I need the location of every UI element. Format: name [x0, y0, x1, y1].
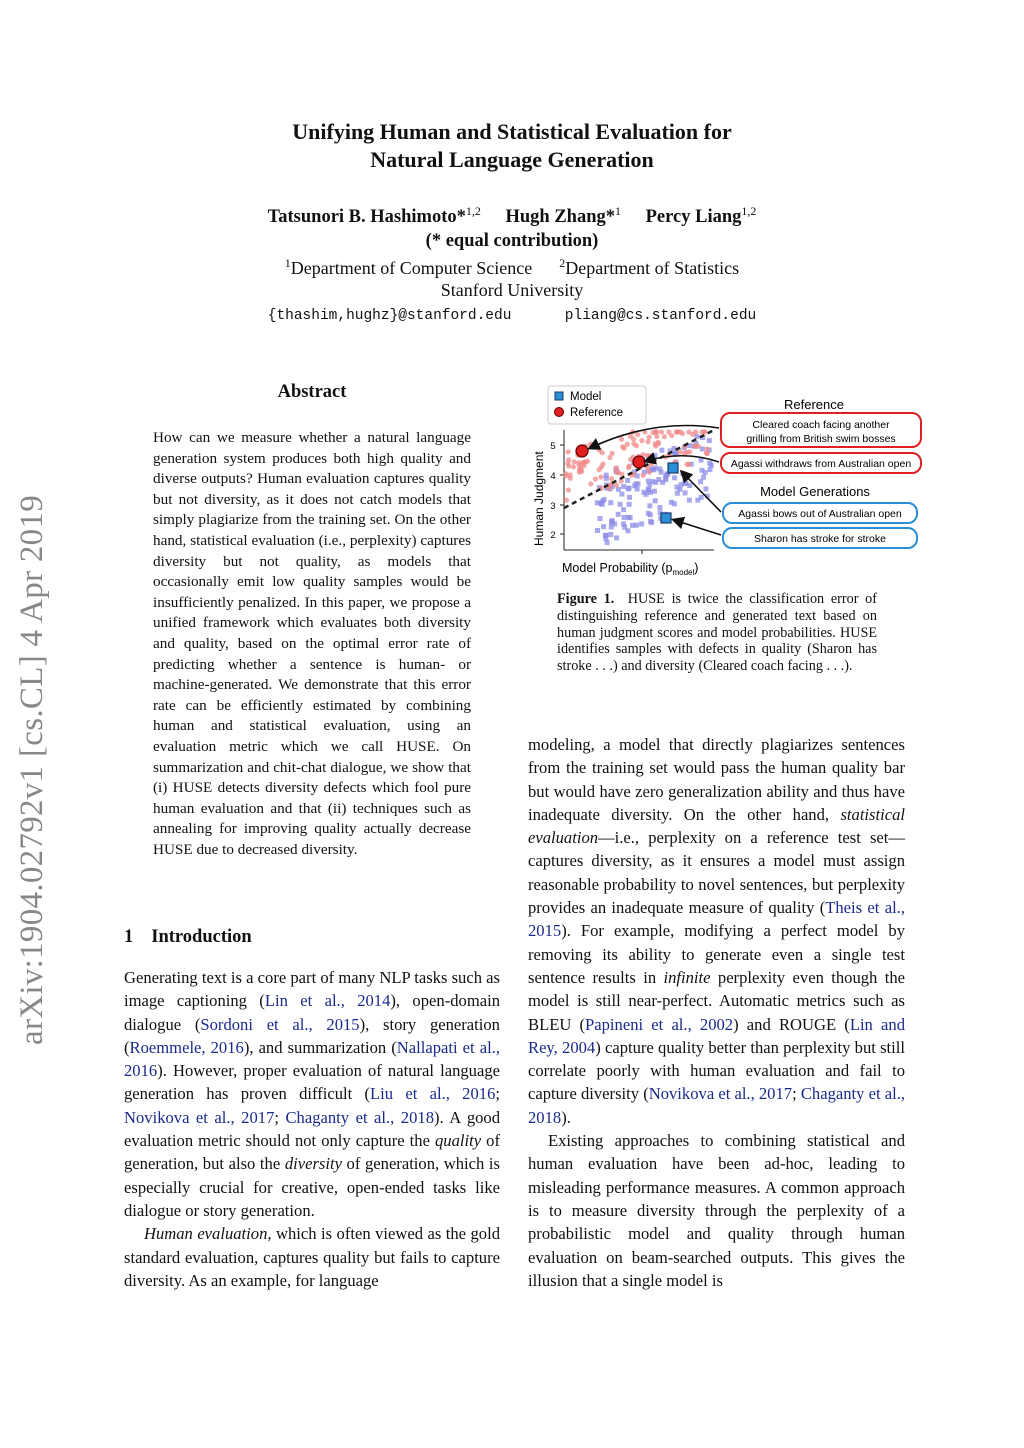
intro-paragraph-4: Existing approaches to combining statistical and human evaluation have been ad-hoc, leading to misleading performance measures. A common approach is to measure diversity through the perplexity of a probabilistic model and quality through human evaluation on beam-searched outputs. This gives the illusion that a single model is — [528, 1131, 905, 1290]
model-sample-point — [627, 486, 632, 491]
model-box-1-text: Agassi bows out of Australian open — [738, 508, 902, 520]
citation-link[interactable]: Novikova et al., 2017 — [124, 1107, 275, 1127]
model-point-sharon-stroke[interactable] — [661, 513, 671, 523]
reference-sample-point — [684, 462, 689, 467]
abstract-heading: Abstract — [277, 382, 347, 402]
model-sample-point — [672, 475, 677, 480]
reference-sample-point — [598, 474, 603, 479]
model-sample-point — [659, 448, 664, 453]
trend-line — [564, 430, 714, 508]
reference-sample-point — [631, 441, 636, 446]
model-sample-point — [609, 524, 614, 529]
reference-sample-point — [653, 429, 658, 434]
citation-link[interactable]: Roemmele, 2016 — [129, 1037, 244, 1057]
model-sample-point — [598, 516, 603, 521]
reference-sample-point — [692, 443, 697, 448]
model-sample-point — [610, 518, 615, 523]
reference-sample-point — [619, 437, 624, 442]
reference-sample-point — [674, 429, 679, 434]
author-liang: Percy Liang$^{1,2}$ — [645, 204, 757, 228]
reference-sample-point — [600, 461, 605, 466]
reference-sample-point — [566, 457, 571, 462]
reference-sample-point — [614, 483, 619, 488]
model-sample-point — [687, 483, 692, 488]
model-sample-point — [598, 501, 603, 506]
model-sample-point — [703, 487, 708, 492]
figure-1-caption — [557, 591, 877, 675]
reference-sample-point — [597, 448, 602, 453]
model-sample-point — [687, 498, 692, 503]
reference-sample-point — [610, 451, 615, 456]
reference-header: Reference — [784, 397, 844, 412]
model-sample-point — [651, 467, 656, 472]
reference-box-1-line-1: Cleared coach facing another — [752, 419, 890, 431]
model-sample-point — [698, 479, 703, 484]
model-sample-point — [627, 495, 632, 500]
x-axis-label: Model Probability $(p_{model})$ — [562, 561, 699, 577]
model-sample-point — [679, 482, 684, 487]
model-sample-point — [639, 521, 644, 526]
reference-sample-point — [705, 451, 710, 456]
model-sample-point — [635, 486, 640, 491]
intro-left-column — [124, 966, 500, 1292]
model-sample-point — [708, 467, 713, 472]
email-1[interactable]: {thashim,hughz}@stanford.edu — [267, 308, 512, 324]
reference-sample-point — [626, 465, 631, 470]
model-sample-point — [627, 502, 632, 507]
model-sample-point — [630, 523, 635, 528]
model-sample-point — [677, 487, 682, 492]
reference-sample-point — [666, 429, 671, 434]
abstract-text: How can we measure whether a natural language generation system produces both high quality and diverse outputs? Human evaluation captures quality but not diversity, as it does not catch models that simply plagiarize from the training set. On the other hand, statistical evaluation (i.e., perplexity) captures diversity but not quality, as models that occasionally emit low quality samples would be insufficiently penalized. In this paper, we propose a unified framework which evaluates both diversity and quality, based on the optimal error rate of predicting whether a sentence is human- or machine-generated. We demonstrate that this error rate can be efficiently estimated by combining human and statistical evaluation, using an evaluation metric which we call HUSE. On summarization and chit-chat dialogue, we show that (i) HUSE detects diversity defects which fool pure human evaluation and that (ii) techniques such as annealing for improving quality actually decrease HUSE due to decreased diversity. — [153, 429, 471, 858]
y-tick-label: 3 — [550, 501, 556, 512]
reference-sample-point — [614, 469, 619, 474]
model-box-2-text: Sharon has stroke for stroke — [754, 533, 886, 545]
reference-sample-point — [588, 442, 593, 447]
reference-sample-point — [631, 436, 636, 441]
model-sample-point — [626, 528, 631, 533]
model-sample-point — [604, 476, 609, 481]
reference-sample-point — [571, 464, 576, 469]
model-sample-point — [619, 492, 624, 497]
model-sample-point — [657, 467, 662, 472]
model-sample-point — [621, 507, 626, 512]
model-sample-point — [622, 515, 627, 520]
model-sample-point — [603, 533, 608, 538]
model-sample-point — [614, 535, 619, 540]
equal-contribution-note: (* equal contribution) — [425, 231, 599, 251]
model-sample-point — [653, 480, 658, 485]
citation-link[interactable]: Chaganty et al., 2018 — [285, 1107, 434, 1127]
title-line-2: Natural Language Generation — [370, 147, 654, 172]
model-sample-point — [707, 438, 712, 443]
reference-sample-point — [609, 476, 614, 481]
citation-link[interactable]: Novikova et al., 2017 — [648, 1084, 793, 1104]
y-tick-label: 5 — [550, 441, 556, 452]
reference-sample-point — [597, 467, 602, 472]
y-axis-label: Human Judgment — [532, 451, 546, 546]
model-sample-point — [646, 479, 651, 484]
model-sample-point — [626, 515, 631, 520]
affiliations: $^1$Department of Computer Science $^2$Department of Statistics — [284, 256, 740, 278]
abstract-body — [153, 428, 471, 860]
reference-sample-point — [566, 487, 571, 492]
model-sample-point — [621, 521, 626, 526]
plot-axes — [550, 430, 714, 554]
reference-sample-point — [659, 429, 664, 434]
model-sample-point — [625, 478, 630, 483]
email-2[interactable]: pliang@cs.stanford.edu — [564, 308, 757, 324]
citation-link[interactable]: Nallapati et al., 2016 — [124, 1037, 500, 1081]
model-sample-point — [608, 500, 613, 505]
university: Stanford University — [440, 280, 584, 300]
model-sample-point — [703, 470, 708, 475]
reference-point-cleared-coach[interactable] — [576, 445, 588, 457]
reference-sample-point — [566, 449, 571, 454]
intro-right-column — [528, 733, 905, 1292]
reference-sample-point — [680, 431, 685, 436]
model-sample-point — [616, 512, 621, 517]
reference-sample-point — [620, 444, 625, 449]
reference-sample-point — [572, 459, 577, 464]
intro-paragraph-1: Generating text is a core part of many NLP tasks such as image captioning (Lin et al., 2014), open-domain dialogue (Sordoni et al., 2015), story generation (Roemmele, 2016), and summarization (Nallapati et al., 2016). However, proper evaluation of natural language generation has proven difficult (Liu et al., 2016; Novikova et al., 2017; Chaganty et al., 2018). A good evaluation metric should not only capture the quality of generation, but also the diversity of generation, which is especially crucial for creative, open-ended tasks like dialogue or story generation. — [124, 968, 501, 1220]
model-sample-point — [595, 528, 600, 533]
model-sample-point — [633, 481, 638, 486]
model-sample-point — [601, 524, 606, 529]
author-zhang: Hugh Zhang*$^1$ — [505, 204, 621, 228]
model-sample-point — [618, 502, 623, 507]
reference-sample-point — [662, 434, 667, 439]
reference-sample-point — [656, 441, 661, 446]
citation-link[interactable]: Sordoni et al., 2015 — [200, 1014, 360, 1034]
caption-text: HUSE is twice the classification error of distinguishing reference and generated text based on human judgment scores and model probabilities. HUSE identifies samples with defects in quality (Sharon has stroke . . .) and diversity (Cleared coach facing . . .). — [557, 591, 877, 675]
model-sample-point — [694, 434, 699, 439]
model-sample-point — [621, 484, 626, 489]
model-sample-point — [707, 461, 712, 466]
citation-link[interactable]: Lin and Rey, 2004 — [528, 1014, 905, 1057]
model-sample-point — [669, 500, 674, 505]
reference-sample-point — [641, 473, 646, 478]
reference-point-agassi-withdraws[interactable] — [633, 456, 645, 468]
reference-sample-point — [647, 453, 652, 458]
figure-1 — [524, 382, 924, 582]
legend-model-marker — [555, 392, 563, 400]
y-tick-label: 2 — [550, 530, 556, 541]
title-line-1: Unifying Human and Statistical Evaluation for — [292, 119, 732, 144]
model-sample-point — [647, 503, 652, 508]
reference-box-1-line-2: grilling from British swim bosses — [746, 433, 896, 445]
emails — [0, 308, 1024, 324]
model-point-agassi-bows[interactable] — [668, 463, 678, 473]
citation-link[interactable]: Lin et al., 2014 — [264, 991, 391, 1011]
model-sample-point — [663, 477, 668, 482]
reference-sample-point — [647, 435, 652, 440]
reference-sample-point — [686, 429, 691, 434]
reference-sample-point — [588, 481, 593, 486]
paper-title — [0, 118, 1024, 174]
citation-link[interactable]: Liu et al., 2016 — [370, 1084, 496, 1104]
author-list — [0, 204, 1024, 228]
model-sample-point — [648, 490, 653, 495]
arxiv-identifier: arXiv:1904.02792v1 [cs.CL] 4 Apr 2019 — [14, 494, 50, 1045]
model-sample-point — [701, 475, 706, 480]
citation-link[interactable]: Papineni et al., 2002 — [585, 1014, 734, 1034]
model-generations-header: Model Generations — [760, 484, 870, 499]
intro-paragraph-2: Human evaluation, which is often viewed as the gold standard evaluation, captures quality but fails to capture diversity. As an example, for language — [124, 1224, 500, 1290]
model-sample-point — [699, 495, 704, 500]
reference-sample-point — [687, 449, 692, 454]
reference-box-2-text: Agassi withdraws from Australian open — [730, 458, 912, 470]
reference-sample-point — [568, 476, 573, 481]
author-hashimoto: Tatsunori B. Hashimoto*$^{1,2}$ — [267, 204, 481, 228]
legend-model-label: Model — [570, 391, 602, 403]
model-sample-point — [683, 490, 688, 495]
reference-sample-point — [702, 429, 707, 434]
caption-label: Figure 1. — [557, 591, 615, 607]
citation-link[interactable]: Theis et al., 2015 — [528, 898, 905, 941]
model-sample-point — [648, 512, 653, 517]
reference-sample-point — [639, 438, 644, 443]
model-sample-point — [653, 498, 658, 503]
model-sample-point — [608, 532, 613, 537]
legend-reference-marker — [555, 408, 564, 417]
citation-link[interactable]: Chaganty et al., 2018 — [528, 1084, 905, 1127]
reference-sample-point — [635, 432, 640, 437]
reference-sample-point — [704, 446, 709, 451]
y-tick-label: 4 — [550, 471, 556, 482]
model-sample-point — [605, 540, 610, 545]
intro-paragraph-3: modeling, a model that directly plagiarizes sentences from the training set would pass the human quality bar but would have zero generalization ability and thus have inadequate diversity. On the other hand, statistical evaluation—i.e., perplexity on a reference test set—captures diversity, as it ensures a model must assign reasonable probability to novel sentences, but perplexity provides an inadequate measure of quality (Theis et al., 2015). For example, modifying a perfect model by removing its ability to generate even a single test sentence results in infinite perplexity even though the model is still near-perfect. Automatic metrics such as BLEU (Papineni et al., 2002) and ROUGE (Lin and Rey, 2004) capture quality better than perplexity but still correlate poorly with human evaluation and fail to capture diversity (Novikova et al., 2017; Chaganty et al., 2018). — [528, 735, 905, 1127]
model-sample-point — [649, 520, 654, 525]
reference-sample-point — [654, 434, 659, 439]
reference-sample-point — [593, 476, 598, 481]
model-sample-point — [657, 505, 662, 510]
model-sample-point — [641, 490, 646, 495]
reference-sample-point — [645, 439, 650, 444]
reference-sample-point — [564, 498, 569, 503]
legend-reference-label: Reference — [570, 407, 624, 419]
reference-sample-point — [582, 459, 587, 464]
section-heading: 1 Introduction — [124, 927, 252, 947]
reference-sample-point — [577, 470, 582, 475]
